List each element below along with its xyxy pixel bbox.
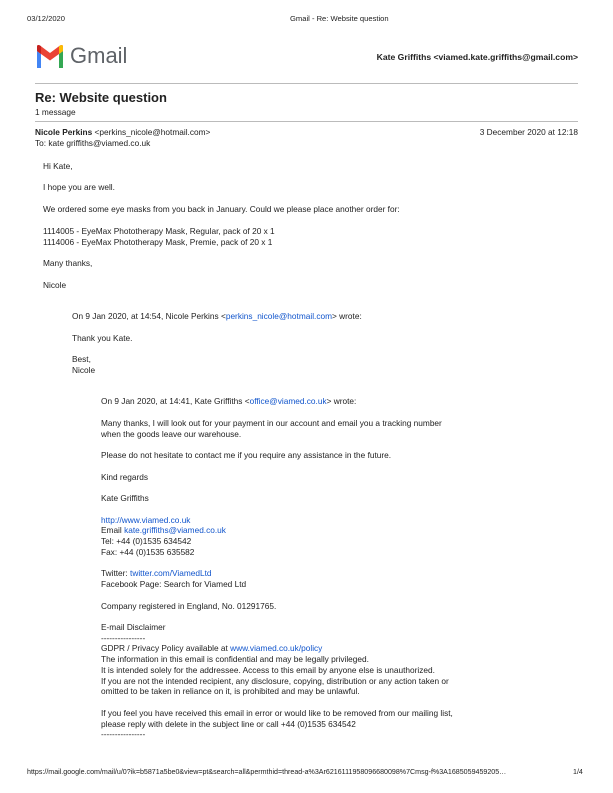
quote1-intro-post: > wrote: bbox=[332, 311, 362, 321]
gmail-wordmark: Gmail bbox=[70, 43, 128, 68]
print-url: https://mail.google.com/mail/u/0?ik=b5871a5be0&view=pt&search=all&permthid=thread-a%3Ar6216111958096680098%7Cmsg-f%3A1685059459205… bbox=[27, 768, 507, 776]
disclaimer-line-3: If you are not the intended recipient, any disclosure, copying, distribution or any action taken or bbox=[101, 676, 449, 686]
order-item-2: 1114006 - EyeMax Phototherapy Mask, Premie, pack of 20 x 1 bbox=[43, 237, 273, 247]
quote2-intro-post: > wrote: bbox=[326, 396, 357, 406]
disclaimer-line-5: If you feel you have received this email in error or would like to be removed from our mailing list, bbox=[101, 708, 453, 718]
divider-top bbox=[35, 83, 578, 84]
quote1-intro bbox=[72, 311, 362, 322]
quote1-email-link[interactable]: perkins_nicole@hotmail.com bbox=[225, 311, 333, 321]
quote1-intro-pre: On 9 Jan 2020, at 14:54, Nicole Perkins < bbox=[72, 311, 226, 321]
gmail-logo-icon bbox=[35, 44, 65, 68]
order-item-1: 1114005 - EyeMax Phototherapy Mask, Regular, pack of 20 x 1 bbox=[43, 226, 275, 236]
quote2-p1a: Many thanks, I will look out for your payment in our account and email you a tracking number bbox=[101, 418, 442, 428]
disclaimer-divider-2: ---------------- bbox=[101, 729, 146, 739]
quote2-email-link[interactable]: office@viamed.co.uk bbox=[249, 396, 327, 406]
message-date: 3 December 2020 at 12:18 bbox=[479, 127, 578, 137]
print-page-number: 1/4 bbox=[573, 768, 583, 776]
recipient: To: kate griffiths@viamed.co.uk bbox=[35, 138, 151, 148]
body-thanks: Many thanks, bbox=[43, 258, 93, 268]
divider-subject bbox=[35, 121, 578, 122]
disclaimer-line-1: The information in this email is confidential and may be legally privileged. bbox=[101, 654, 369, 664]
quote2-p1b: when the goods leave our warehouse. bbox=[101, 429, 242, 439]
twitter-label: Twitter: bbox=[101, 568, 131, 578]
quote2-intro bbox=[101, 396, 356, 407]
print-date: 03/12/2020 bbox=[27, 14, 66, 23]
quote2-intro-pre: On 9 Jan 2020, at 14:41, Kate Griffiths < bbox=[101, 396, 250, 406]
body-p2: We ordered some eye masks from you back in January. Could we please place another order for: bbox=[43, 204, 400, 214]
print-title: Gmail - Re: Website question bbox=[290, 14, 389, 23]
signature-email-link[interactable]: kate.griffiths@viamed.co.uk bbox=[124, 525, 226, 535]
quote2-regards: Kind regards bbox=[101, 472, 149, 482]
sender-name: Nicole Perkins bbox=[35, 127, 93, 137]
disclaimer-line-4: omitted to be taken in reliance on it, is prohibited and may be unlawful. bbox=[101, 686, 360, 696]
body-greeting: Hi Kate, bbox=[43, 161, 73, 171]
quote1-sign1: Best, bbox=[72, 354, 91, 364]
email-label: Email bbox=[101, 525, 125, 535]
quote1-line1: Thank you Kate. bbox=[72, 333, 133, 343]
disclaimer-divider: ---------------- bbox=[101, 633, 146, 643]
twitter-link[interactable]: twitter.com/ViamedLtd bbox=[130, 568, 212, 578]
disclaimer-title: E-mail Disclaimer bbox=[101, 622, 166, 632]
thread-subject: Re: Website question bbox=[35, 90, 167, 105]
body-p1: I hope you are well. bbox=[43, 182, 115, 192]
body-sign: Nicole bbox=[43, 280, 67, 290]
signature-fax: Fax: +44 (0)1535 635582 bbox=[101, 547, 195, 557]
disclaimer-line-2: It is intended solely for the addressee. Access to this email by anyone else is unauthorized. bbox=[101, 665, 435, 675]
company-registration: Company registered in England, No. 01291765. bbox=[101, 601, 277, 611]
quote2-name: Kate Griffiths bbox=[101, 493, 149, 503]
gdpr-line bbox=[101, 643, 322, 654]
signature-facebook: Facebook Page: Search for Viamed Ltd bbox=[101, 579, 247, 589]
policy-link[interactable]: www.viamed.co.uk/policy bbox=[230, 643, 323, 653]
website-link[interactable]: http://www.viamed.co.uk bbox=[101, 515, 191, 525]
signature-email bbox=[101, 525, 226, 536]
message-count: 1 message bbox=[35, 107, 76, 117]
quote1-sign2: Nicole bbox=[72, 365, 96, 375]
signature-twitter bbox=[101, 568, 212, 579]
account-header: Kate Griffiths <viamed.kate.griffiths@gmail.com> bbox=[376, 52, 578, 62]
disclaimer-line-6: please reply with delete in the subject line or call +44 (0)1535 634542 bbox=[101, 719, 356, 729]
gdpr-pre: GDPR / Privacy Policy available at bbox=[101, 643, 231, 653]
signature-tel: Tel: +44 (0)1535 634542 bbox=[101, 536, 192, 546]
sender-email: <perkins_nicole@hotmail.com> bbox=[94, 127, 211, 137]
sender bbox=[35, 127, 210, 138]
quote2-p2: Please do not hesitate to contact me if you require any assistance in the future. bbox=[101, 450, 392, 460]
